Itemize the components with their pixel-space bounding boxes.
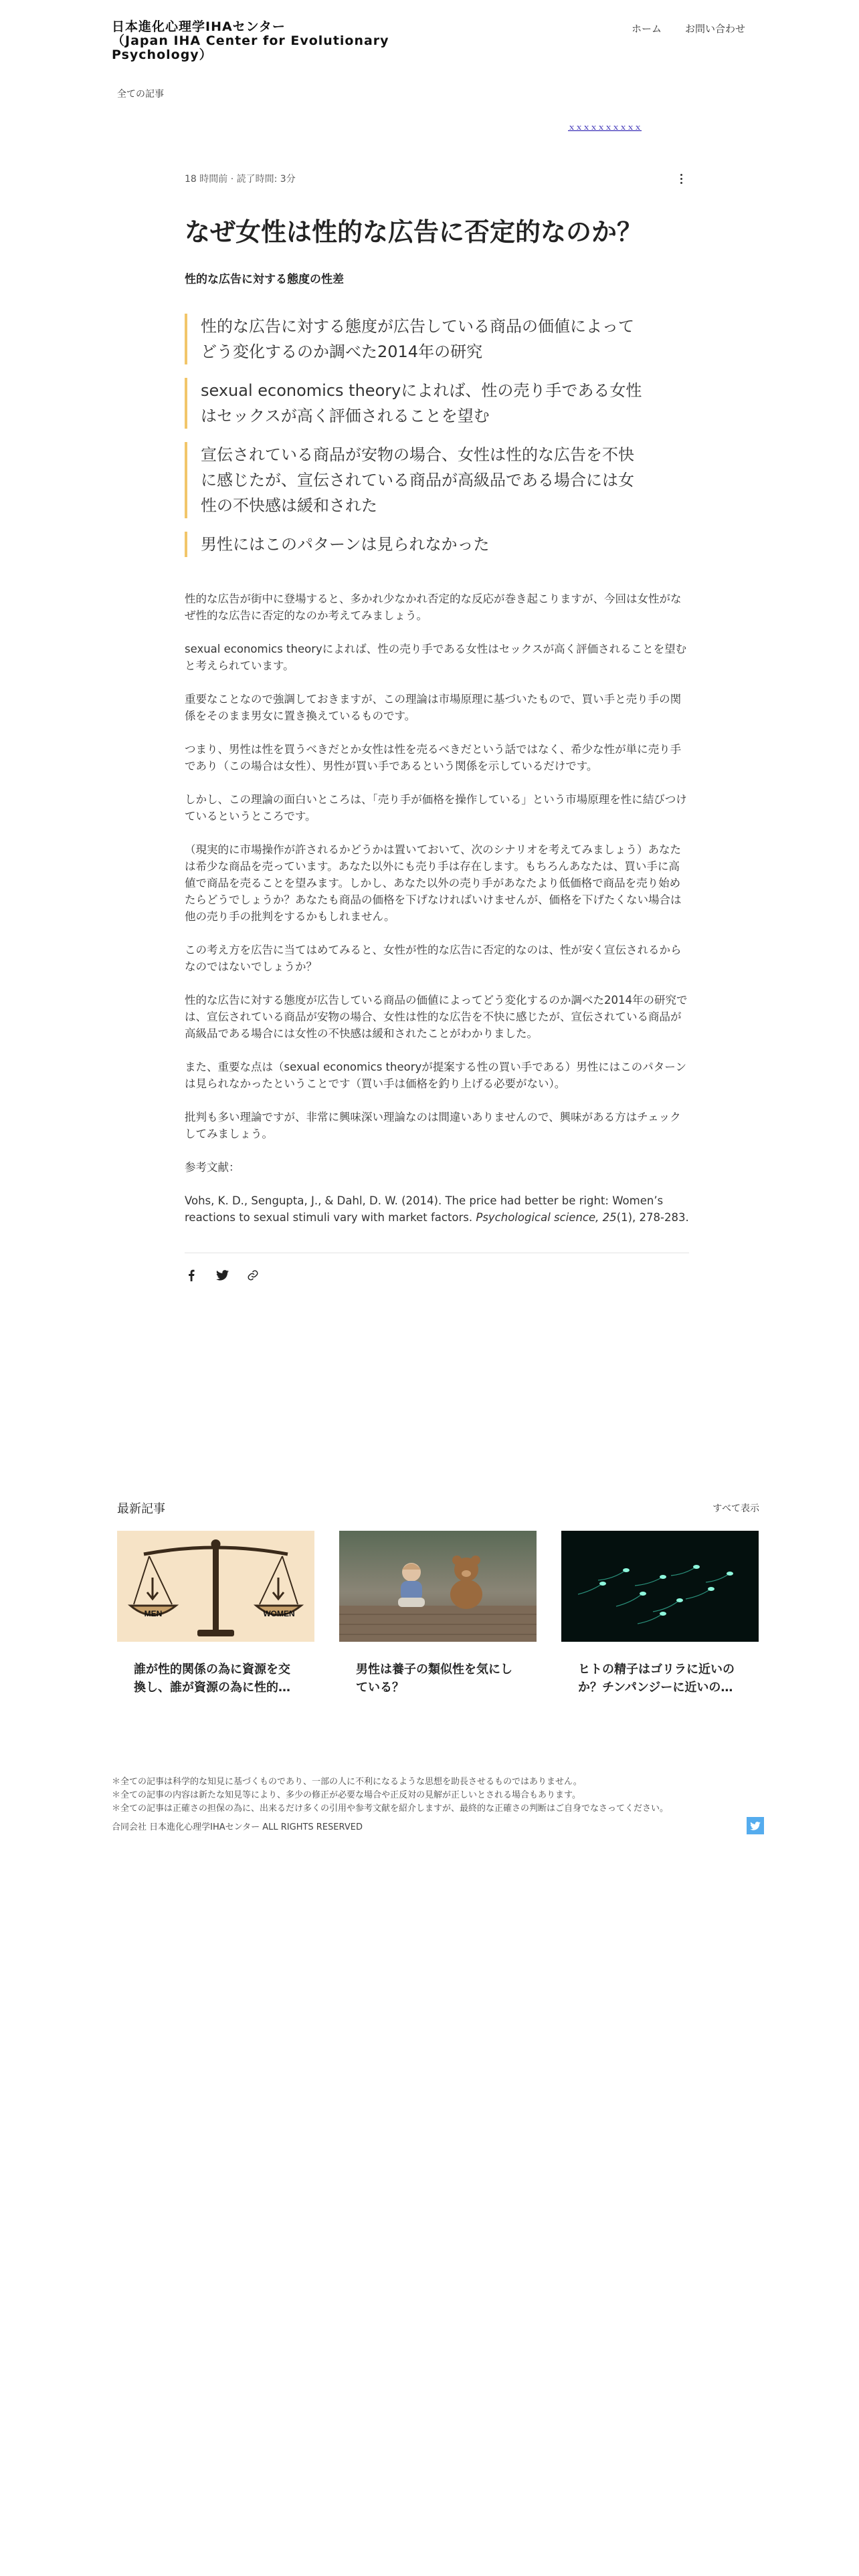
- recent-post-card[interactable]: [117, 1531, 314, 1697]
- footer-note: ＊全ての記事は科学的な知見に基づくものであり、一部の人に不利になるような思想を助長させるものではありません。: [112, 1777, 582, 1787]
- child-teddy-bear-image: [339, 1531, 537, 1642]
- site-title-line-3: Psychology）: [112, 47, 213, 62]
- post-title: なぜ女性は性的な広告に否定的なのか？: [185, 217, 643, 247]
- scale-image: [117, 1531, 314, 1642]
- sperm-image: [561, 1531, 759, 1642]
- recent-post-title: 誰が性的関係の為に資源を交換し、誰が資源の為に性的…: [134, 1662, 290, 1695]
- footer-note: ＊全ての記事の内容は新たな知見等により、多少の修正が必要な場合や正反対の見解が正しいとされる場合もあります。: [112, 1790, 581, 1800]
- paragraph: しかし、この理論の面白いところは、「売り手が価格を操作している」という市場原理を性に結びつけているというところです。: [185, 793, 687, 823]
- highlight-quote: 宣伝されている商品が安物の場合、女性は性的な広告を不快に感じたが、宣伝されている商品が高級品である場合には女性の不快感は緩和された: [185, 442, 646, 518]
- site-footer: [112, 1776, 764, 1834]
- footer-note: ＊全ての記事は正確さの担保の為に、出来るだけ多くの引用や参考文献を紹介しますが、最終的な正確さの判断はご自身でなさってください。: [112, 1804, 669, 1814]
- post-meta: 18 時間前 · 読了時間: 3分: [185, 174, 296, 185]
- recent-post-card[interactable]: [561, 1531, 759, 1697]
- post-meta-row: [185, 171, 689, 187]
- site-title[interactable]: [112, 20, 426, 62]
- scale-label-women: WOMEN: [263, 1609, 295, 1618]
- twitter-icon[interactable]: [215, 1269, 229, 1282]
- highlight-quote: sexual economics theoryによれば、性の売り手である女性はセックスが高く評価されることを望む: [185, 378, 646, 429]
- scale-label-men: MEN: [144, 1609, 163, 1618]
- share-bar: [185, 1269, 689, 1282]
- reference-main: Vohs, K. D., Sengupta, J., & Dahl, D. W. (2014). The price had better be right: Women’s reactions to sexual stimuli vary with market factors.: [185, 1194, 664, 1224]
- recent-post-title: ヒトの精子はゴリラに近いのか？チンパンジーに近いの…: [578, 1662, 735, 1695]
- reference-citation: [185, 1192, 689, 1226]
- paragraph: 重要なことなので強調しておきますが、この理論は市場原理に基づいたもので、買い手と売り手の関係をそのまま男女に置き換えているものです。: [185, 693, 682, 722]
- highlight-quote: 男性にはこのパターンは見られなかった: [185, 532, 646, 557]
- site-title-line-1: 日本進化心理学IHAセンター: [112, 19, 286, 34]
- recent-post-title: 男性は養子の類似性を気にしている？: [356, 1662, 512, 1695]
- paragraph: 批判も多い理論ですが、非常に興味深い理論なのは間違いありませんので、興味がある方はチェックしてみましょう。: [185, 1111, 681, 1140]
- see-all-link[interactable]: すべて表示: [712, 1503, 759, 1514]
- facebook-icon[interactable]: [185, 1269, 198, 1282]
- main-nav: [632, 21, 745, 35]
- paragraph: また、重要な点は（sexual economics theoryが提案する性の買い手である）男性にはこのパターンは見られなかったということです（買い手は価格を釣り上げる必要がない）。: [185, 1061, 686, 1090]
- twitter-icon[interactable]: [747, 1817, 764, 1834]
- site-title-line-2: （Japan IHA Center for Evolutionary: [112, 33, 389, 48]
- link-icon[interactable]: [246, 1269, 260, 1282]
- nav-contact[interactable]: お問い合わせ: [684, 23, 745, 35]
- blog-post: [185, 171, 689, 1282]
- paragraph: 性的な広告に対する態度が広告している商品の価値によってどう変化するのか調べた2014年の研究では、宣伝されている商品が安物の場合、女性は性的な広告を不快に感じたが、宣伝されている商品が高級品である場合には女性の不快感は緩和されたことがわかりました。: [185, 994, 688, 1040]
- reference-journal: Psychological science, 25: [476, 1211, 617, 1224]
- reference-tail: (1), 278-283.: [616, 1211, 689, 1224]
- references-heading: 参考文献：: [185, 1161, 240, 1174]
- more-options-icon[interactable]: [673, 171, 689, 187]
- recent-posts-heading: 最新記事: [117, 1502, 165, 1516]
- embedded-link[interactable]: ｘｘｘｘｘｘｘｘｘｘ: [568, 123, 642, 132]
- paragraph: （現実的に市場操作が許されるかどうかは置いておいて、次のシナリオを考えてみましょう）あなたは希少な商品を売っています。あなた以外にも売り手は存在します。もちろんあなたは、買い手に高値で商品を売ることを望みます。しかし、あなた以外の売り手があなたより低価格で商品を売り始めたらどうでしょうか？あなたも商品の価格を下げなければいけませんが、価格を下げたくない場合は他の売り手の批判をするかもしれません。: [185, 843, 682, 923]
- site-header: [0, 0, 859, 114]
- post-body: [185, 591, 689, 1226]
- all-posts-link[interactable]: 全ての記事: [117, 89, 164, 100]
- paragraph: つまり、男性は性を買うべきだとか女性は性を売るべきだという話ではなく、希少な性が単に売り手であり（この場合は女性）、男性が買い手であるという関係を示しているだけです。: [185, 743, 682, 772]
- recent-post-card[interactable]: [339, 1531, 537, 1697]
- recent-posts-cards: [117, 1531, 759, 1697]
- footer-copyright-row: [112, 1817, 764, 1834]
- post-subtitle: 性的な広告に対する態度の性差: [185, 273, 344, 286]
- paragraph: この考え方を広告に当てはめてみると、女性が性的な広告に否定的なのは、性が安く宣伝されるからなのではないでしょうか？: [185, 944, 682, 973]
- footer-notes: [112, 1776, 764, 1816]
- highlight-quote: 性的な広告に対する態度が広告している商品の価値によってどう変化するのか調べた2014年の研究: [185, 314, 646, 364]
- copyright: 合同会社 日本進化心理学IHAセンター ALL RIGHTS RESERVED: [112, 1822, 363, 1832]
- recent-posts-header: [117, 1499, 759, 1517]
- paragraph: 性的な広告が街中に登場すると、多かれ少なかれ否定的な反応が巻き起こりますが、今回は女性がなぜ性的な広告に否定的なのか考えてみましょう。: [185, 593, 682, 622]
- nav-home[interactable]: ホーム: [631, 23, 662, 35]
- paragraph: sexual economics theoryによれば、性の売り手である女性はセックスが高く評価されることを望むと考えられています。: [185, 643, 687, 672]
- recent-posts: [117, 1499, 759, 1697]
